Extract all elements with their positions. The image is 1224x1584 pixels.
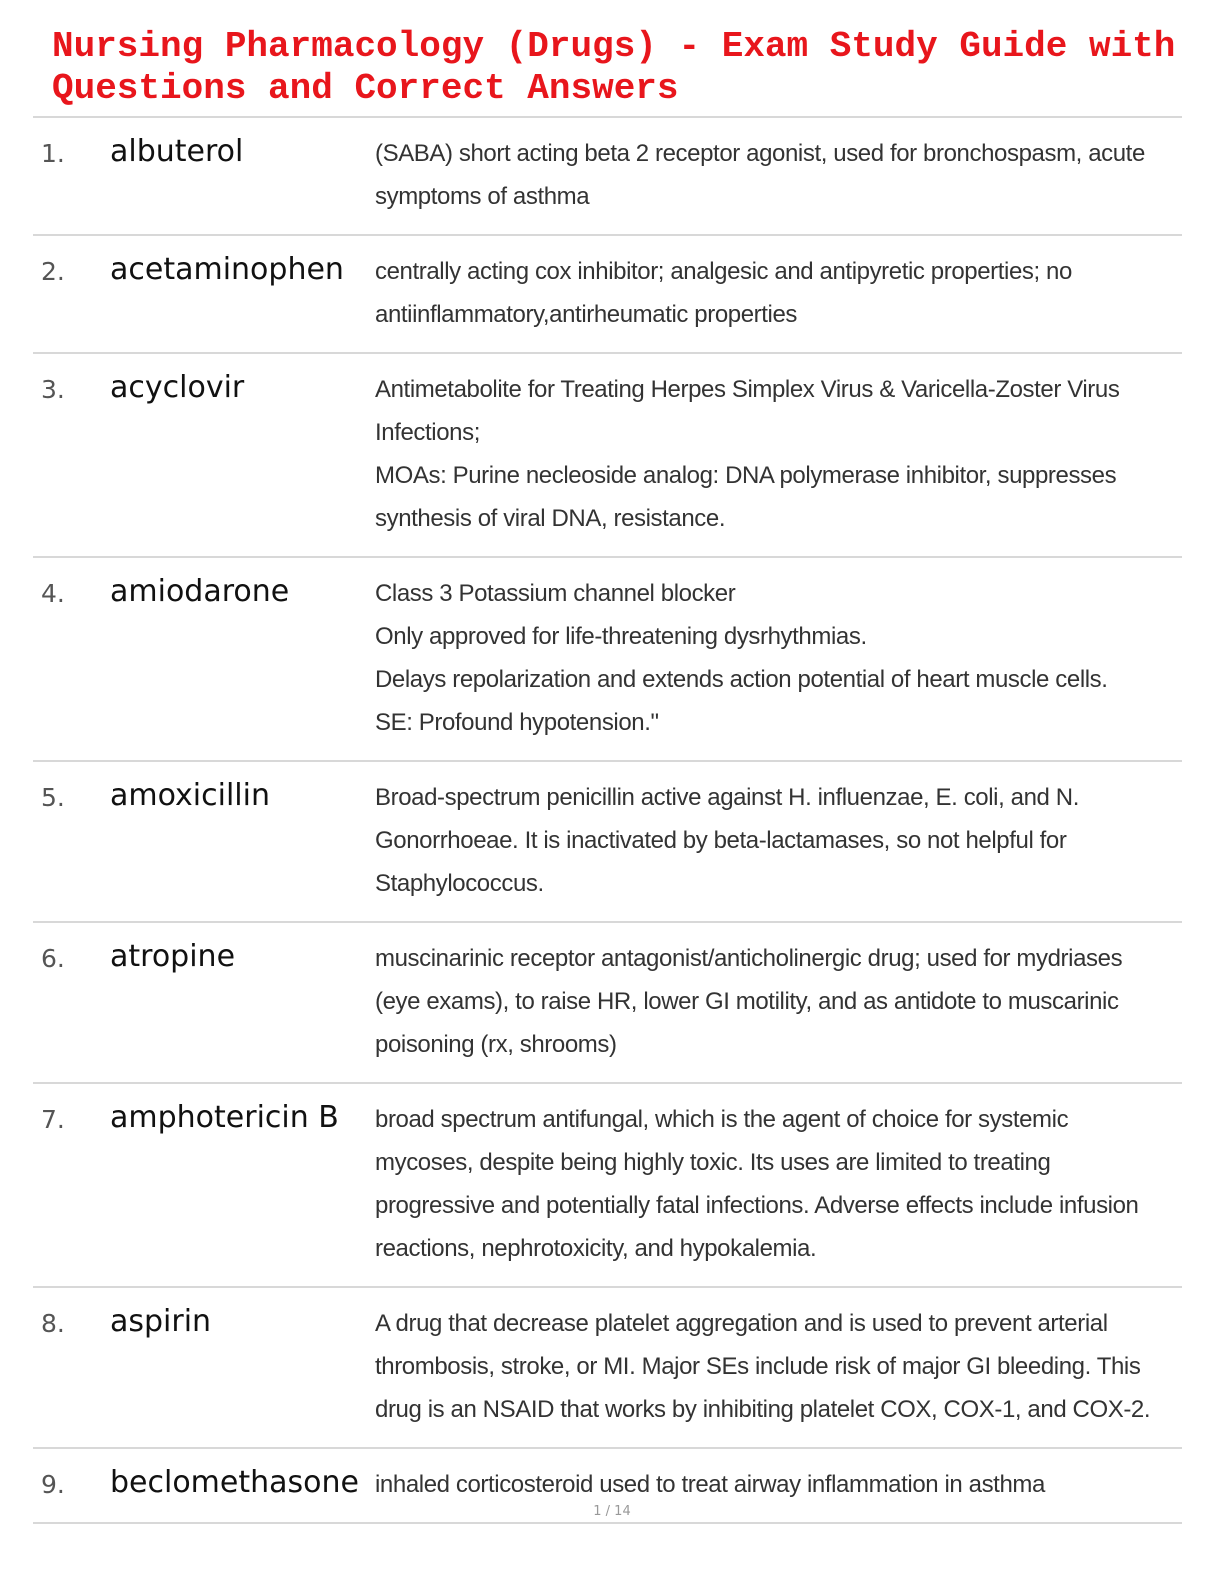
document-title: Nursing Pharmacology (Drugs) - Exam Study Guide with Questions and Correct Answers [52,26,1176,109]
table-row [33,118,1182,236]
entry-number: 8. [41,1309,65,1338]
drug-definition [375,572,1182,744]
drug-term: acyclovir [110,370,245,405]
drug-term: aspirin [110,1304,212,1339]
drug-term: atropine [110,939,236,974]
drug-term: amphotericin B [110,1100,339,1135]
definition-line: muscinarinic receptor antagonist/anticholinergic drug; used for mydriases (eye exams), to raise HR, lower GI motility, and as antidote to muscarinic poisoning (rx, shrooms) [375,945,1123,1058]
drug-term: acetaminophen [110,252,344,287]
definition-line: Delays repolarization and extends action potential of heart muscle cells. [375,666,1108,693]
definition-line: inhaled corticosteroid used to treat airway inflammation in asthma [375,1471,1045,1498]
drug-definition [375,1463,1182,1506]
table-row [33,1084,1182,1288]
definition-line: (SABA) short acting beta 2 receptor agonist, used for bronchospasm, acute symptoms of asthma [375,140,1145,210]
definition-line: broad spectrum antifungal, which is the agent of choice for systemic mycoses, despite being highly toxic. Its uses are limited to treating progressive and potentially fatal infections. Adverse effects include infusion reactions, nephrotoxicity, and hypokalemia. [375,1106,1139,1262]
drug-term: amiodarone [110,574,290,609]
page-indicator: 1 / 14 [593,1504,631,1519]
definition-line: MOAs: Purine necleoside analog: DNA polymerase inhibitor, suppresses synthesis of viral DNA, resistance. [375,462,1117,532]
definition-line: Antimetabolite for Treating Herpes Simplex Virus & Varicella-Zoster Virus Infections; [375,376,1120,446]
drug-term: amoxicillin [110,778,270,813]
table-row [33,236,1182,354]
drug-definition [375,1302,1182,1431]
entry-number: 4. [41,579,65,608]
entry-number: 7. [41,1105,65,1134]
definition-line: Broad-spectrum penicillin active against H. influenzae, E. coli, and N. Gonorrhoeae. It is inactivated by beta-lactamases, so not helpful for Staphylococcus. [375,784,1079,897]
table-row [33,923,1182,1084]
drug-definition [375,132,1182,218]
drug-definition [375,368,1182,540]
table-row [33,354,1182,558]
definition-line: Class 3 Potassium channel blocker [375,580,736,607]
drug-definition [375,1098,1182,1270]
definition-line: Only approved for life-threatening dysrhythmias. [375,623,867,650]
drug-definition [375,937,1182,1066]
definition-line: centrally acting cox inhibitor; analgesic and antipyretic properties; no antiinflammatory,antirheumatic properties [375,258,1072,328]
entry-number: 6. [41,944,65,973]
drug-definition [375,776,1182,905]
drug-term: beclomethasone [110,1465,359,1500]
definition-line: SE: Profound hypotension." [375,709,659,736]
table-row [33,762,1182,923]
entry-number: 5. [41,783,65,812]
drug-definition [375,250,1182,336]
flashcard-table [33,116,1182,1524]
table-row [33,1288,1182,1449]
definition-line: A drug that decrease platelet aggregation and is used to prevent arterial thrombosis, stroke, or MI. Major SEs include risk of major GI bleeding. This drug is an NSAID that works by inhibiting platelet COX, COX-1, and COX-2. [375,1310,1151,1423]
drug-term: albuterol [110,134,244,169]
entry-number: 1. [41,139,65,168]
entry-number: 9. [41,1470,65,1499]
entry-number: 3. [41,375,65,404]
entry-number: 2. [41,257,65,286]
table-row [33,558,1182,762]
